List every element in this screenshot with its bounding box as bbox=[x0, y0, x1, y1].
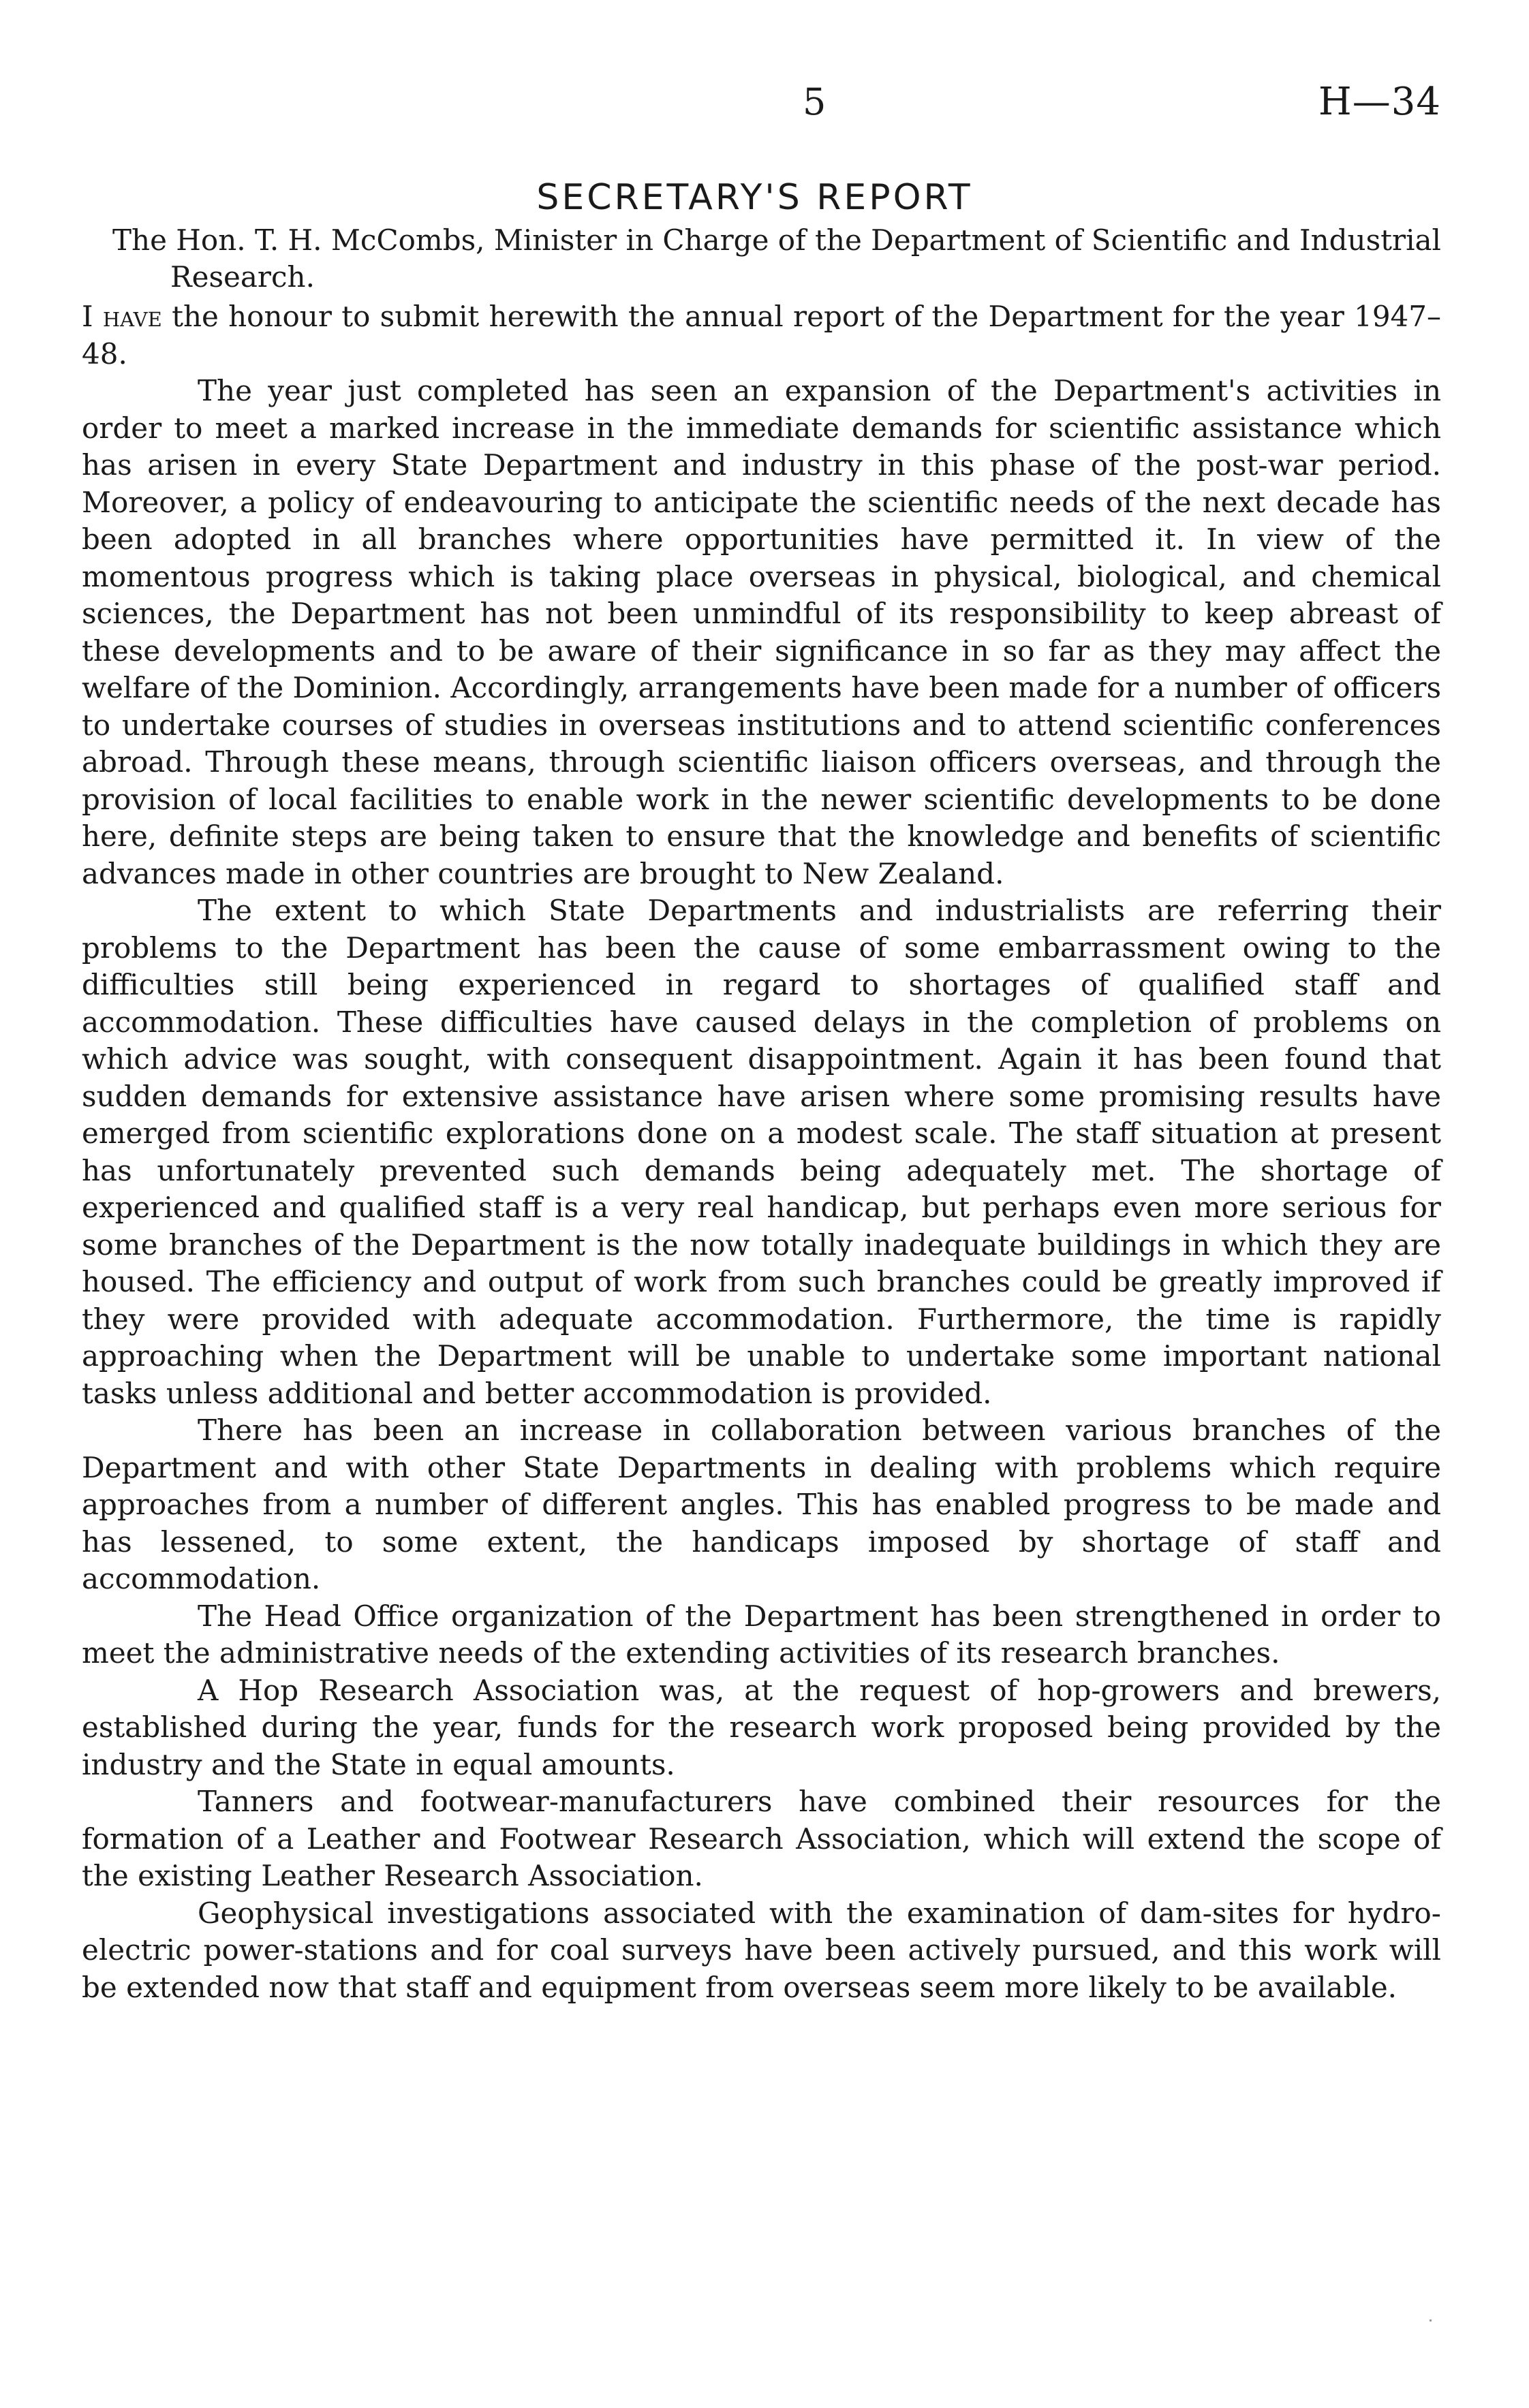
paragraph-leather-research: Tanners and footwear-manufacturers have combined their resources for the formation of a Leather and Footwear Research Association, which will extend the scope of the existing Leather Research Association. bbox=[82, 1785, 1441, 1892]
paragraph-staff-shortage: The extent to which State Departments and industrialists are referring their problems to the Department has been the cause of some embarrassment owing to the difficulties still being experienced in regard to shortages of qualified staff and accommodation. These difficulties have caused delays in the completion of problems on which advice was sought, with consequent disappointment. Again it has been found that sudden demands for extensive assistance have arisen where some promising results have emerged from scientific explorations done on a modest scale. The staff situation at present has unfortunately prevented such demands being adequately met. The shortage of experienced and qualified staff is a very real handicap, but perhaps even more serious for some branches of the Department is the now totally inadequate buildings in which they are housed. The efficiency and output of work from such branches could be greatly improved if they were provided with adequate accommodation. Furthermore, the time is rapidly approaching when the Department will be unable to undertake some important national tasks unless additional and better accommodation is provided. bbox=[82, 894, 1441, 1410]
opening-paragraph bbox=[82, 298, 1441, 373]
paragraph-expansion: The year just completed has seen an expansion of the Department's activities in order to meet a marked increase in the immediate demands for scientific assistance which has arisen in every State Department and industry in this phase of the post-war period. Moreover, a policy of endeavouring to anticipate the scientific needs of the next decade has been adopted in all branches where opportunities have permitted it. In view of the momentous progress which is taking place overseas in physical, biological, and chemical sciences, the Department has not been unmindful of its responsibility to keep abreast of these developments and to be aware of their significance in so far as they may affect the welfare of the Dominion. Accordingly, arrangements have been made for a number of officers to undertake courses of studies in overseas institutions and to attend scientific conferences abroad. Through these means, through scientific liaison officers overseas, and through the provision of local facilities to enable work in the newer scientific developments to be done here, definite steps are being taken to ensure that the knowledge and benefits of scientific advances made in other countries are brought to New Zealand. bbox=[82, 374, 1441, 890]
document-page bbox=[82, 82, 1441, 2006]
paragraph-hop-research: A Hop Research Association was, at the request of hop-growers and brewers, established during the year, funds for the research work proposed being provided by the industry and the State in equal amounts. bbox=[82, 1673, 1441, 1781]
paragraph-head-office: The Head Office organization of the Department has been strengthened in order to meet the administrative needs of the extending activities of its research branches. bbox=[82, 1599, 1441, 1670]
report-body bbox=[82, 298, 1441, 2006]
document-code: H—34 bbox=[1318, 80, 1441, 124]
report-title: SECRETARY'S REPORT bbox=[536, 177, 973, 218]
opening-rest: the honour to submit herewith the annual report of the Department for the year 1947–48. bbox=[82, 300, 1441, 371]
paragraph-collaboration: There has been an increase in collaboration between various branches of the Department and with other State Departments in dealing with problems which require approaches from a number of different angles. This has enabled progress to be made and has lessened, to some extent, the handicaps imposed by shortage of staff and accommodation. bbox=[82, 1413, 1441, 1595]
page-header bbox=[82, 82, 1441, 136]
page-speck bbox=[1430, 2319, 1432, 2321]
page-number: 5 bbox=[803, 80, 827, 123]
opening-lead: I have bbox=[82, 300, 162, 333]
addressee: The Hon. T. H. McCombs, Minister in Charge of the Department of Scientific and Industrial Research. bbox=[112, 223, 1441, 294]
paragraph-geophysical: Geophysical investigations associated with the examination of dam-sites for hydro-electric power-stations and for coal surveys have been actively pursued, and this work will be extended now that staff and equipment from overseas seem more likely to be available. bbox=[82, 1896, 1441, 2004]
